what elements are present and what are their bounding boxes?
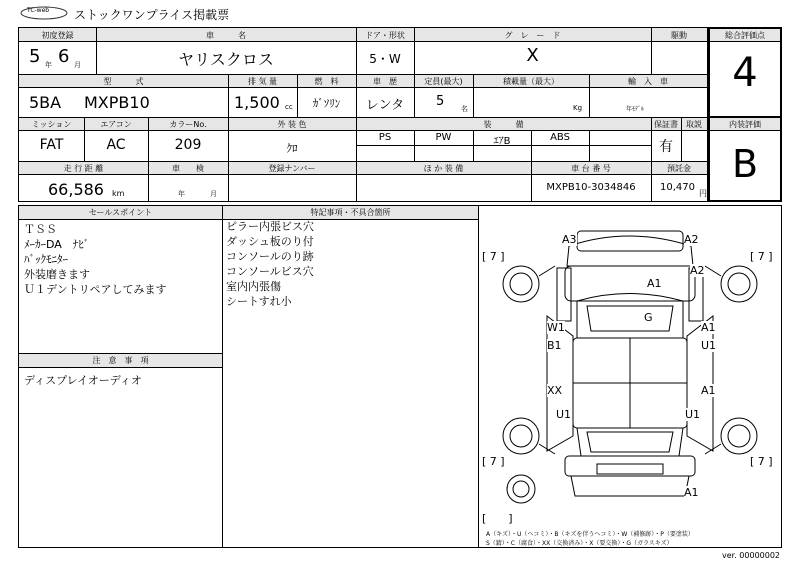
- capacity-label: 定員(最大): [424, 77, 463, 86]
- model-label: 型 式: [103, 77, 144, 86]
- sales-points-label: セールスポイント: [88, 208, 153, 217]
- inspection-month-unit: 月: [210, 190, 217, 198]
- door-value: 5・W: [369, 52, 401, 66]
- reg-year: 5: [29, 46, 41, 67]
- equip-label: 装 備: [483, 120, 524, 129]
- fuel-value: ｶﾞｿﾘﾝ: [312, 97, 341, 110]
- deposit-unit: 円: [699, 189, 707, 198]
- mileage-label: 走 行 距 離: [63, 164, 104, 173]
- spare-tire: [ ]: [482, 512, 513, 525]
- grade-value: X: [526, 45, 539, 66]
- sales-point: ＴＳＳ: [24, 223, 57, 236]
- fuel-label: 燃 料: [314, 77, 339, 86]
- model-prefix: 5BA: [29, 93, 62, 112]
- inspection-label: 車 検: [172, 164, 204, 173]
- mark-a2-right: A2: [690, 264, 705, 277]
- plate-label: 登録ナンバー: [268, 164, 316, 173]
- drive-label: 駆動: [671, 31, 687, 40]
- mark-a1-right-front: A1: [701, 321, 716, 334]
- diagram-legend-line-1: A（キズ）・U（ヘコミ）・B（キズを伴うヘコミ）・W（補修跡）・P（要塗装）: [486, 531, 694, 538]
- reg-year-unit: 年: [45, 61, 52, 69]
- reg-month: 6: [58, 46, 70, 67]
- sheet-title: ストックワンプライス掲載票: [74, 8, 230, 22]
- car-damage-diagram: [479, 206, 781, 547]
- displacement-unit: cc: [285, 103, 293, 111]
- ext-color-value: ｸﾛ: [286, 142, 298, 155]
- deposit-label: 預託金: [667, 164, 691, 173]
- color-no-value: 209: [174, 137, 202, 153]
- mileage-unit: km: [112, 189, 125, 198]
- displacement-value: 1,500: [234, 93, 280, 112]
- notes-label: 特記事項・不具合箇所: [310, 208, 391, 217]
- chassis-label: 車 台 番 号: [571, 164, 611, 173]
- mark-w1: W1: [547, 321, 565, 334]
- sales-points-list: [24, 222, 219, 297]
- displacement-label: 排 気 量: [247, 77, 278, 86]
- model-value: MXPB10: [84, 93, 150, 112]
- mission-value: FAT: [39, 137, 64, 153]
- mission-label: ミッション: [31, 120, 72, 129]
- mark-b1: B1: [547, 339, 562, 352]
- version-label: ver. 00000002: [722, 551, 781, 560]
- mark-u1-left: U1: [556, 408, 572, 421]
- mark-u1-right: U1: [685, 408, 701, 421]
- warranty-label: 保証書: [654, 120, 678, 129]
- note-item: ピラー内張ビス穴: [226, 220, 314, 233]
- note-item: コンソールのり跡: [226, 250, 314, 263]
- tire-left-rear: [ 7 ]: [482, 455, 505, 468]
- tire-right-rear: [ 7 ]: [750, 455, 773, 468]
- mileage-value: 66,586: [48, 180, 104, 199]
- tire-left-front: [ 7 ]: [482, 250, 505, 263]
- mark-u1-right-front: U1: [701, 339, 717, 352]
- ac-label: エアコン: [100, 120, 132, 129]
- logo-text: TC-web: [27, 7, 50, 14]
- interior-label: 内装評価: [729, 120, 761, 129]
- sales-point: 外装磨きます: [24, 268, 90, 281]
- car-name: ヤリスクロス: [178, 50, 274, 69]
- logo: [20, 5, 70, 19]
- capacity-unit: 名: [461, 105, 468, 113]
- sales-point: Ｕ１デントリペアしてみます: [24, 283, 167, 296]
- chassis-value: MXPB10-3034846: [546, 182, 636, 193]
- inspection-year-unit: 年: [178, 190, 185, 198]
- diagram-legend-line-2: S（錆）・C（腐食）・XX（交換済み）・X（要交換）・G（ガラスキズ）: [486, 540, 673, 547]
- caution-label: 注 意 事 項: [92, 356, 149, 365]
- load-label: 積載量（最大）: [503, 77, 559, 86]
- interior-grade: B: [731, 142, 759, 186]
- mark-a2-top: A2: [684, 233, 699, 246]
- other-equip-label: ほ か 装 備: [423, 164, 464, 173]
- capacity-value: 5: [436, 94, 445, 109]
- note-item: 室内内張傷: [226, 280, 281, 293]
- mark-a1-rear: A1: [684, 486, 699, 499]
- deposit-value: 10,470: [660, 182, 695, 193]
- import-note: 年ﾓﾃﾞﾙ: [626, 106, 645, 113]
- tire-right-front: [ 7 ]: [750, 250, 773, 263]
- mark-g-windshield: G: [644, 311, 653, 324]
- load-unit: Kg: [573, 104, 583, 112]
- history-value: レンタ: [365, 98, 405, 113]
- color-no-label: カラーNo.: [169, 120, 207, 129]
- mark-a1-hood: A1: [647, 277, 662, 290]
- manual-label: 取説: [686, 120, 702, 129]
- note-item: コンソールビス穴: [226, 265, 314, 278]
- equip-abs: ABS: [550, 132, 570, 143]
- note-item: ダッシュ板のり付: [226, 235, 314, 248]
- caution-item: ディスプレイオーディオ: [24, 374, 142, 387]
- warranty-value: 有: [659, 139, 673, 155]
- ac-value: AC: [106, 137, 126, 153]
- grade-label: グ レ ー ド: [504, 31, 561, 40]
- equip-airbag: ｴｱB: [493, 136, 511, 147]
- mark-a1-right-rear: A1: [701, 384, 716, 397]
- caution-list: [24, 373, 219, 388]
- mark-a3: A3: [562, 233, 577, 246]
- note-item: シートすれ小: [226, 295, 292, 308]
- car-name-label: 車 名: [206, 31, 246, 40]
- import-label: 輸 入 車: [628, 77, 668, 86]
- overall-label: 総合評価点: [725, 31, 765, 40]
- overall-score: 4: [732, 50, 758, 96]
- mark-xx: XX: [547, 384, 563, 397]
- sales-point: ﾒｰｶｰDA ﾅﾋﾞ: [24, 238, 90, 251]
- door-label: ドア・形状: [365, 31, 405, 40]
- equip-pw: PW: [435, 132, 452, 143]
- reg-month-unit: 月: [74, 61, 81, 69]
- notes-list: [226, 219, 476, 309]
- equip-ps: PS: [378, 132, 392, 143]
- history-label: 車 歴: [373, 77, 397, 86]
- ext-color-label: 外 装 色: [277, 120, 307, 129]
- reg-date-label: 初度登録: [41, 31, 74, 40]
- sales-point: ﾊﾞｯｸﾓﾆﾀｰ: [24, 253, 68, 266]
